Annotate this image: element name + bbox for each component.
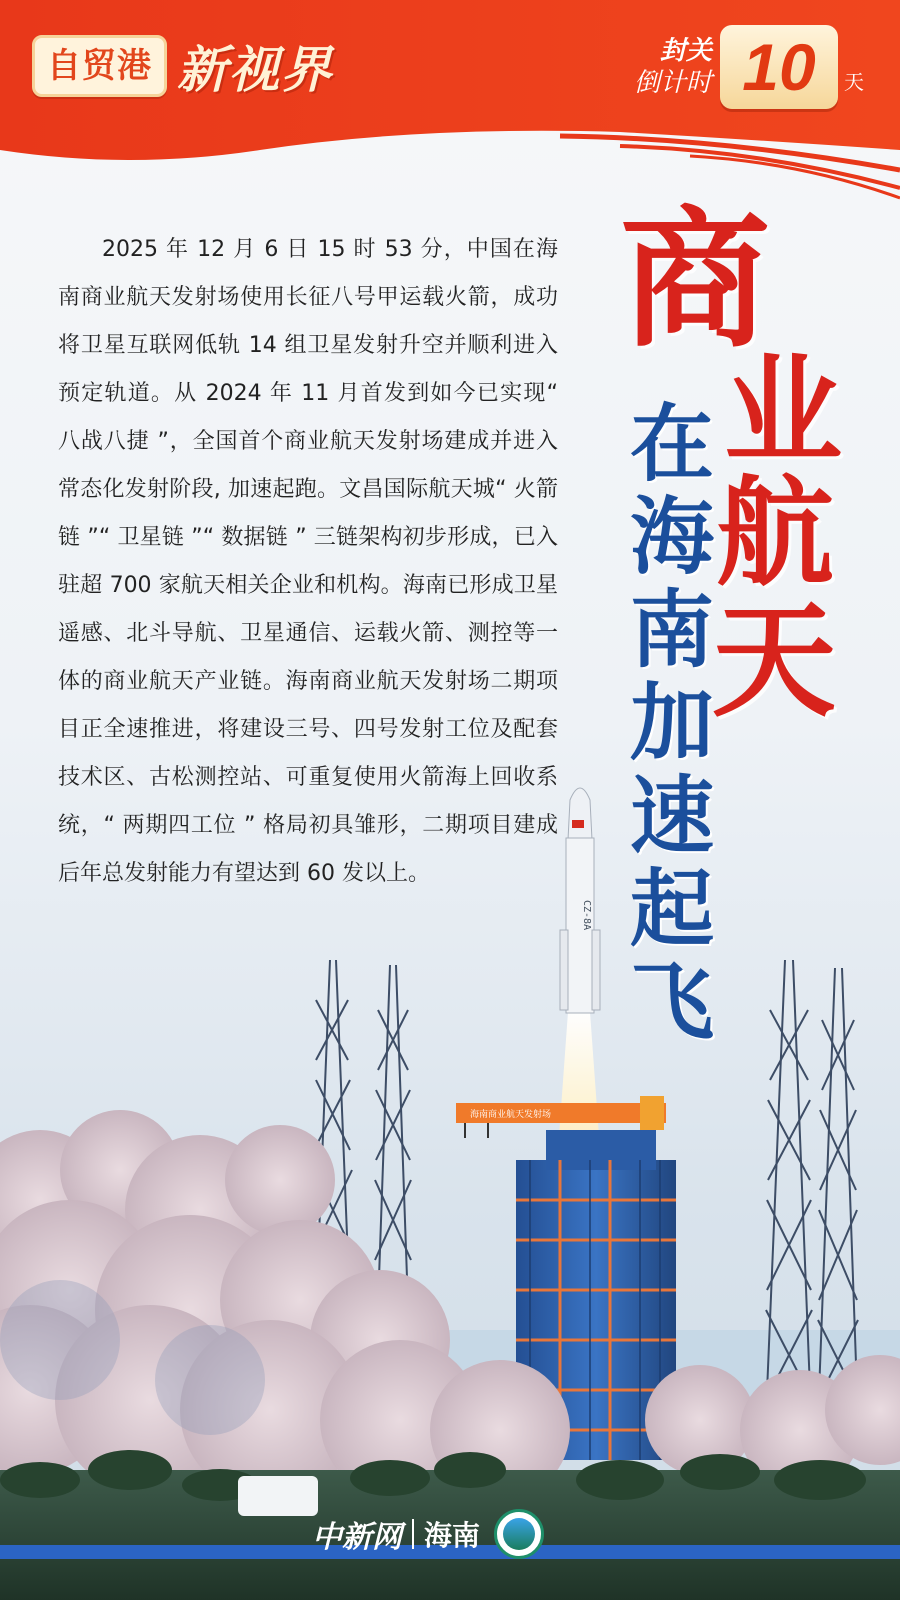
footer-logos [312, 1506, 544, 1562]
headline-red-char: 航 [716, 463, 835, 602]
brand-logo [32, 30, 333, 102]
gantry-label: 海南商业航天发射场 [470, 1110, 552, 1120]
brand-title: 新视界 [177, 40, 333, 99]
headline-blue-char: 在 [629, 395, 714, 493]
headline-red-char: 业 [724, 341, 843, 480]
countdown-line-2: 倒计时 [633, 68, 712, 98]
rocket-body-label: CZ-8A [581, 900, 592, 931]
smoke-clouds [0, 1110, 900, 1500]
brand-badge: 自贸港 [32, 35, 167, 97]
countdown [634, 22, 864, 112]
countdown-label [634, 35, 712, 99]
partner-logo-inner-icon [503, 1518, 535, 1550]
headline-blue [624, 395, 720, 1051]
headline-red-char: 商 [620, 192, 771, 368]
countdown-line-1: 封关 [659, 36, 712, 66]
article-paragraph: 2025 年 12 月 6 日 15 时 53 分，中国在海南商业航天发射场使用长征八号甲运载火箭，成功将卫星互联网低轨 14 组卫星发射升空并顺利进入预定轨道。从 2024 年 11 月首发到如今已实现“ 八战八捷 ”，全国首个商业航天发射场建成并进入常态化发射阶段, 加速起跑。文昌国际航天城“ 火箭链 ”“ 卫星链 ”“ 数据链 ” 三链架构初步形成，已入驻超 700 家航天相关企业和机构。海南已形成卫星遥感、北斗导航、卫星通信、运载火箭、测控等一体的商业航天产业链。海南商业航天发射场二期项目正全速推进，将建设三号、四号发射工位及配套技术区、古松测控站、可重复使用火箭海上回收系统，“ 两期四工位 ” 格局初具雏形，二期项目建成后年总发射能力有望达到 60 发以上。 [58, 237, 558, 886]
logo-divider [412, 1519, 414, 1549]
logo-chinanews: 中新网 [312, 1520, 402, 1555]
countdown-number: 10 [720, 25, 838, 109]
rocket [560, 788, 600, 1013]
logo-hainan: 海南 [424, 1519, 481, 1552]
headline-blue-char: 海 [629, 488, 714, 586]
white-building [238, 1476, 318, 1516]
headline-blue-char: 起 [629, 860, 714, 958]
headline-blue-char: 速 [629, 767, 714, 865]
headline-blue-char: 加 [629, 674, 714, 772]
partner-logo-icon [494, 1509, 544, 1559]
headline-red-char: 天 [712, 589, 837, 734]
headline-blue-char: 飞 [629, 953, 714, 1051]
headline-blue-char: 南 [629, 581, 714, 679]
countdown-unit: 天 [844, 69, 864, 94]
